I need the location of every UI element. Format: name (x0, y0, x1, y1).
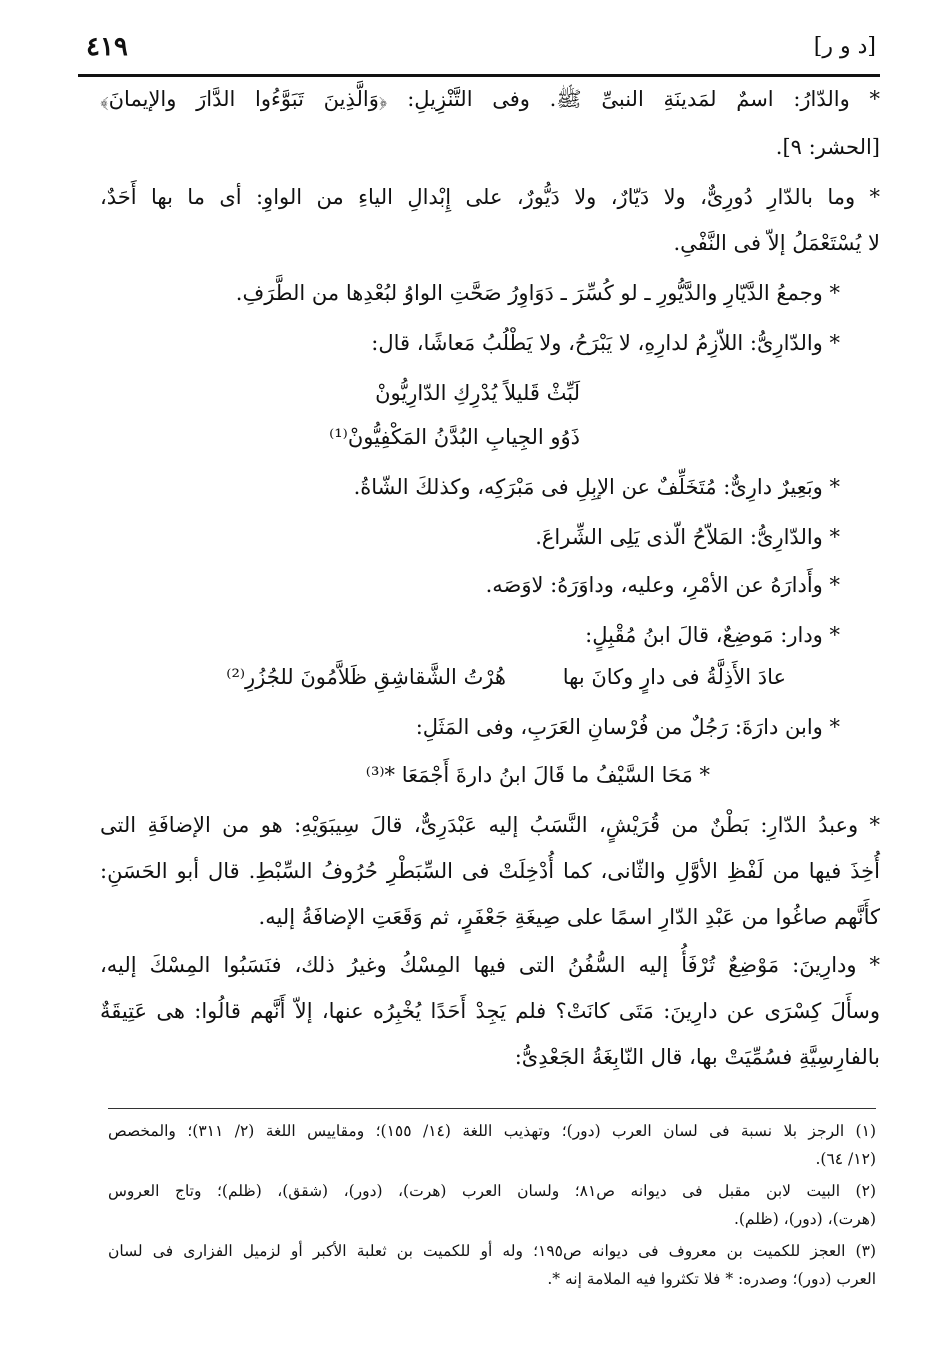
verse-hemistich-left: هُرْتُ الشَّقاشِقِ ظَلاَّمُونَ للجُزُرِ⁽²⁾ (226, 665, 506, 689)
body-line: * والدّارُ: اسمٌ لمَدينَةِ النبىِّ ﷺ. وفى التَّنْزِيلِ: ﴿وَالَّذِينَ تَبَوَّءُوا الدَّارَ والإيمانَ﴾ (100, 87, 880, 111)
section-code: [د و ر] (813, 34, 876, 59)
header-rule (78, 74, 880, 77)
body-line: * وبَعِيرٌ دارِىٌّ: مُتَخَلِّفٌ عن الإبِلِ فى مَبْرَكِه، وكذلكَ الشّاةُ. (353, 475, 840, 499)
page-header (86, 28, 876, 72)
body-line: * ودارِينَ: مَوْضِعٌ تُرْفَأُ إليه السُّفُنُ التى فيها المِسْكُ وغيرُ ذلك، فنَسَبُوا المِسْكَ إليه، (100, 953, 880, 977)
body-line: * وأَدارَهُ عن الأمْرِ، وعليه، وداوَرَهُ: لاوَصَه. (485, 573, 840, 597)
body-line: * والدّارِىُّ: المَلاّحُ الّذى يَلِى الشِّراعَ. (535, 525, 840, 549)
verse-line: ذَوُو الجِيابِ البُدَّنُ المَكْفِيُّونْ⁽¹⁾ (329, 425, 580, 449)
body-line: بالفارِسِيَّةِ فسُمِّيَتْ بها، قال النّابِغَةُ الجَعْدِىُّ: (514, 1045, 880, 1069)
page-number: ٤١٩ (86, 32, 128, 62)
footnote-line: (٢) البيت لابن مقبل فى ديوانه ص٨١؛ ولسان العرب (هرت)، (دور)، (شقق)، (ظلم)؛ وتاج العروس (108, 1182, 876, 1200)
body-line: أُخِذَ فيها من لَفْظِ الأوَّلِ والثّانى، كما أُدْخِلَتْ فى السِّبَطْرِ حُرُوفُ السِّبْطِ. قال أبو الحَسَنِ: (100, 859, 880, 883)
body-line: * ودار: مَوضِعٌ، قالَ ابنُ مُقْبِلٍ: (585, 623, 840, 647)
body-line: * وابن دارَةَ: رَجُلٌ من فُرْسانِ العَرَبِ، وفى المَثَلِ: (415, 715, 840, 739)
body-line: * وعبدُ الدّارِ: بَطْنٌ من قُرَيْشٍ، النَّسَبُ إليه عَبْدَرِىٌّ، قالَ سِيبَوَيْهِ: هو من الإضافَةِ التى (100, 813, 880, 837)
footnote-line: العرب (دور)؛ وصدره: * فلا تكثروا فيه الملامة إنه *. (547, 1270, 876, 1288)
footnote-line: (١٢/ ٦٤). (815, 1150, 876, 1168)
body-line: وسأَلَ كِسْرَى عن دارِينَ: مَتَى كانَتْ؟ فلم يَجِدْ أَحَدًا يُخْبِرُه عنها، إلاّ أَنَّهم قالُوا: هى عَتِيقَةٌ (100, 999, 880, 1023)
verse-hemistich-right: عادَ الأَذِلَّةُ فى دارٍ وكانَ بها (562, 665, 786, 689)
footnote-line: (٣) العجز للكميت بن معروف فى ديوانه ص١٩٥؛ وله أو للكميت بن ثعلبة الأكبر أو لزميل الفزارى فى لسان (108, 1242, 876, 1260)
body-line: * والدّارِىُّ: اللاّزِمُ لدارِهِ، لا يَبْرَحُ، ولا يَطْلُبُ مَعاشًا، قال: (371, 331, 840, 355)
footnote-line: (١) الرجز بلا نسبة فى لسان العرب (دور)؛ وتهذيب اللغة (١٤/ ١٥٥)؛ ومقاييس اللغة (٢/ ٣١١)؛ والمخصص (108, 1122, 876, 1140)
footnote-line: (هرت)، (دور)، (ظلم). (733, 1210, 876, 1228)
body-line: كأَنَّهم صاغُوا من عَبْدِ الدّارِ اسمًا على صِيغَةِ جَعْفَرٍ، ثم وَقَعَتِ الإضافَةُ إليه. (258, 905, 880, 929)
body-line: [الحشر: ٩]. (775, 135, 880, 159)
body-line: * وجمعُ الدَّيّارِ والدَّيُّورِ ـ لو كُسِّرَ ـ دَوَاوِرُ صَحَّتِ الواوُ لبُعْدِها من الطَّرَفِ. (235, 281, 840, 305)
proverb-line: * مَحَا السَّيْفُ ما قَالَ ابنُ دارةَ أَجْمَعَا *⁽³⁾ (365, 763, 710, 787)
verse-line: لَبِّثْ قَليلاً يُدْرِكِ الدّارِيُّونْ (375, 381, 580, 405)
footnote-rule (108, 1108, 876, 1109)
body-line: * وما بالدّارِ دُورِىٌّ، ولا دَيّارٌ، ولا دَيُّورٌ، على إِبْدالِ الياءِ من الواوِ: أى ما بها أَحَدٌ، (100, 185, 880, 209)
body-line: لا يُسْتَعْمَلُ إلاّ فى النَّفْىِ. (673, 231, 880, 255)
